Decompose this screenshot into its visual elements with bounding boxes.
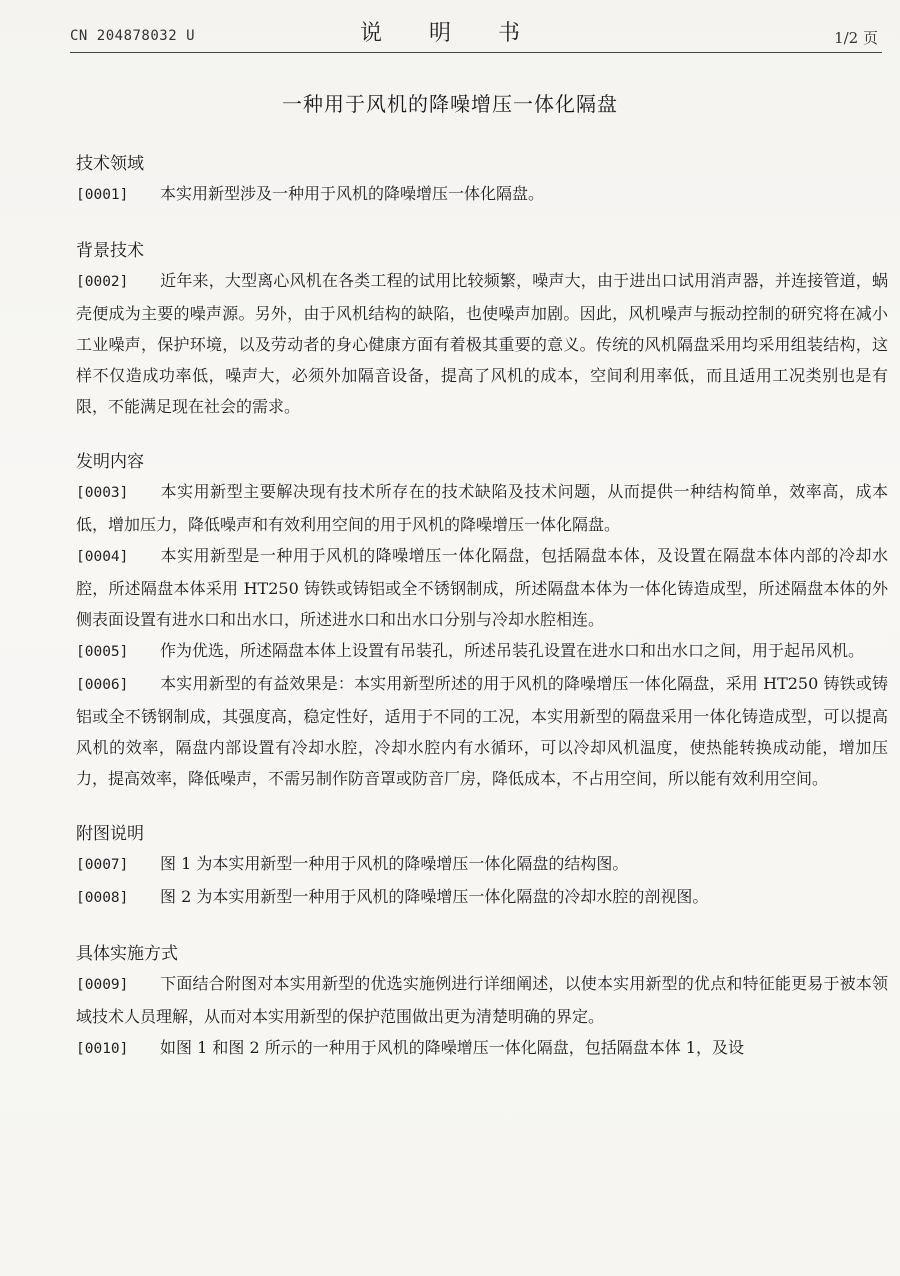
paragraph-number: [0005] xyxy=(76,644,129,660)
paragraph xyxy=(76,540,888,635)
paragraph xyxy=(76,668,888,794)
paragraph-number: [0003] xyxy=(76,485,129,501)
paragraph xyxy=(76,476,888,540)
paragraph-number: [0008] xyxy=(76,890,129,906)
section-figure-description xyxy=(76,820,888,914)
paragraph-text: 本实用新型是一种用于风机的降噪增压一体化隔盘，包括隔盘本体，及设置在隔盘本体内部的冷却水腔，所述隔盘本体采用 HT250 铸铁或铸铝或全不锈钢制成，所述隔盘本体为一体化铸造成型，所述隔盘本体的外侧表面设置有进水口和出水口，所述进水口和出水口分别与冷却水腔相连。 xyxy=(76,546,888,629)
paragraph-number: [0009] xyxy=(76,977,129,993)
paragraph-number: [0002] xyxy=(76,274,129,290)
document-title: 一种用于风机的降噪增压一体化隔盘 xyxy=(282,92,618,116)
section-background xyxy=(76,237,888,422)
paragraph-number: [0001] xyxy=(76,187,129,203)
paragraph xyxy=(76,881,888,914)
paragraph-number: [0010] xyxy=(76,1041,129,1057)
header-title: 说 明 书 xyxy=(360,21,540,46)
paragraph xyxy=(76,635,888,668)
paragraph xyxy=(76,968,888,1032)
paragraph-number: [0006] xyxy=(76,677,129,693)
paragraph-number: [0004] xyxy=(76,549,129,565)
paragraph-text: 本实用新型主要解决现有技术所存在的技术缺陷及技术问题，从而提供一种结构简单，效率高，成本低，增加压力，降低噪声和有效利用空间的用于风机的降噪增压一体化隔盘。 xyxy=(76,482,888,534)
patent-number: CN 204878032 U xyxy=(70,28,196,44)
document-body xyxy=(76,150,888,1065)
paragraph-text: 本实用新型的有益效果是：本实用新型所述的用于风机的降噪增压一体化隔盘，采用 HT250 铸铁或铸铝或全不锈钢制成，其强度高，稳定性好，适用于不同的工况，本实用新型的隔盘采用一体化铸造成型，可以提高风机的效率，隔盘内部设置有冷却水腔，冷却水腔内有水循环，可以冷却风机温度，使热能转换成动能，增加压力，提高效率，降低噪声，不需另制作防音罩或防音厂房，降低成本，不占用空间，所以能有效利用空间。 xyxy=(76,674,888,788)
paragraph xyxy=(76,1032,888,1065)
paragraph xyxy=(76,848,888,881)
paragraph-text: 本实用新型涉及一种用于风机的降噪增压一体化隔盘。 xyxy=(160,184,545,203)
paragraph-text: 作为优选，所述隔盘本体上设置有吊装孔，所述吊装孔设置在进水口和出水口之间，用于起吊风机。 xyxy=(160,641,865,660)
section-embodiment xyxy=(76,940,888,1065)
header-divider xyxy=(70,52,882,53)
paragraph-number: [0007] xyxy=(76,857,129,873)
section-heading: 附图说明 xyxy=(76,824,144,844)
paragraph-text: 图 1 为本实用新型一种用于风机的降噪增压一体化隔盘的结构图。 xyxy=(160,854,629,873)
paragraph-text: 近年来，大型离心风机在各类工程的试用比较频繁，噪声大，由于进出口试用消声器，并连接管道，蜗壳便成为主要的噪声源。另外，由于风机结构的缺陷，也使噪声加剧。因此，风机噪声与振动控制的研究将在减小工业噪声，保护环境，以及劳动者的身心健康方面有着极其重要的意义。传统的风机隔盘采用均采用组装结构，这样不仅造成功率低，噪声大，必须外加隔音设备，提高了风机的成本，空间利用率低，而且适用工况类别也是有限，不能满足现在社会的需求。 xyxy=(76,271,888,416)
paragraph-text: 如图 1 和图 2 所示的一种用于风机的降噪增压一体化隔盘，包括隔盘本体 1，及设 xyxy=(160,1038,744,1057)
section-heading: 背景技术 xyxy=(76,241,144,261)
paragraph xyxy=(76,178,888,211)
paragraph-text: 下面结合附图对本实用新型的优选实施例进行详细阐述，以使本实用新型的优点和特征能更易于被本领域技术人员理解，从而对本实用新型的保护范围做出更为清楚明确的界定。 xyxy=(76,974,888,1026)
section-technical-field xyxy=(76,150,888,211)
section-heading: 具体实施方式 xyxy=(76,944,178,964)
paragraph xyxy=(76,265,888,422)
page-indicator: 1/2 页 xyxy=(834,29,878,47)
section-heading: 技术领域 xyxy=(76,154,144,174)
section-invention-content xyxy=(76,448,888,794)
paragraph-text: 图 2 为本实用新型一种用于风机的降噪增压一体化隔盘的冷却水腔的剖视图。 xyxy=(160,887,709,906)
section-heading: 发明内容 xyxy=(76,452,144,472)
